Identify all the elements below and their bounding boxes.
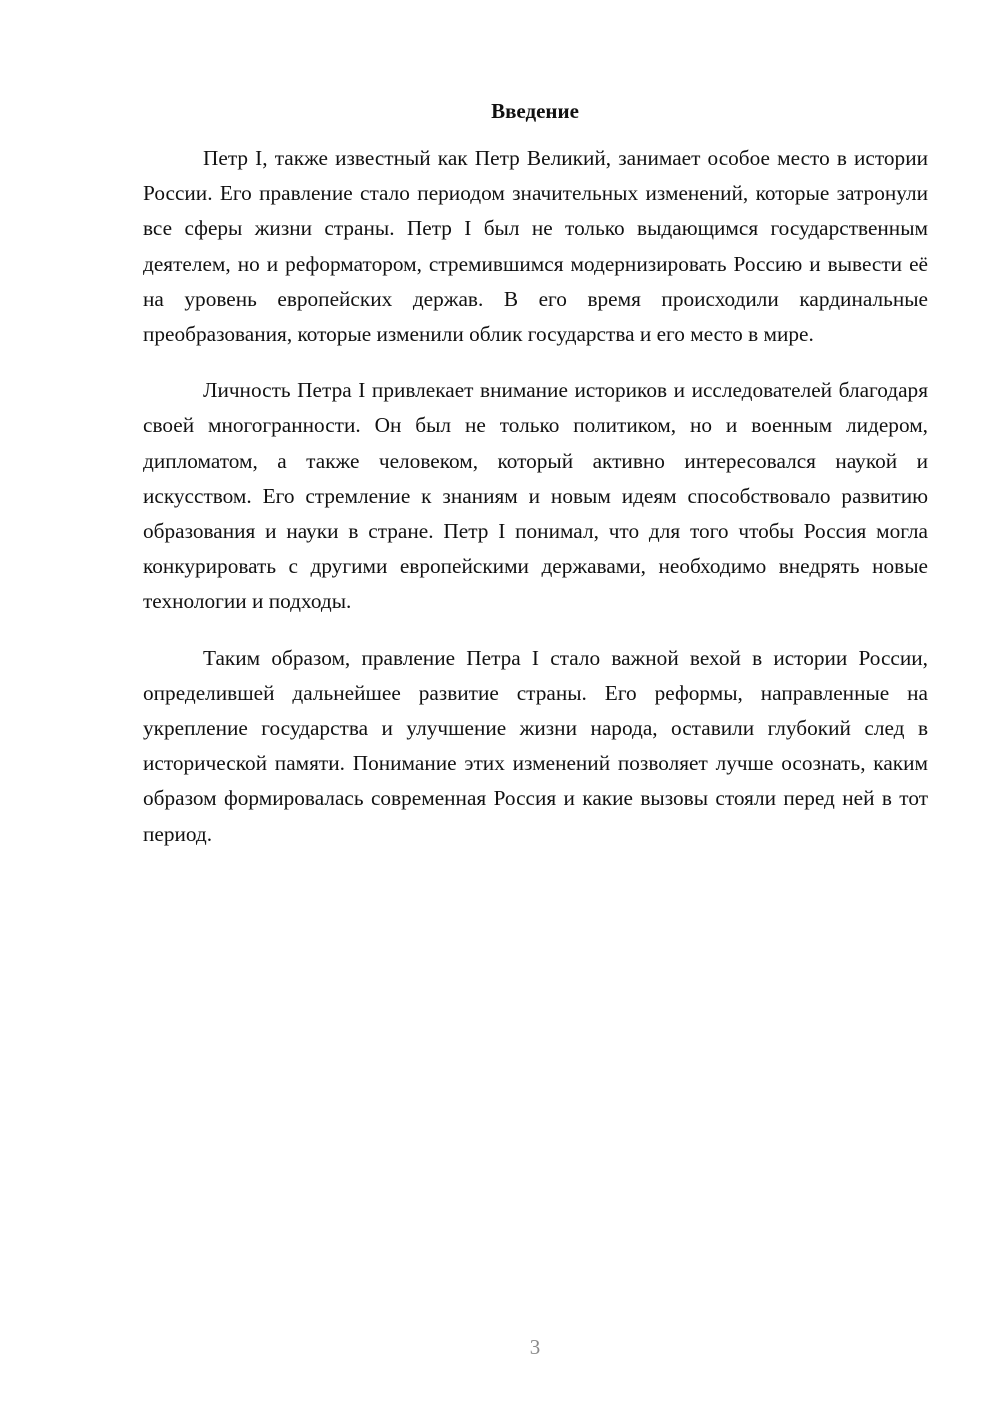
paragraph-1: Петр I, также известный как Петр Великий, занимает особое место в истории России. Его правление стало периодом значительных изменений, которые затронули все сферы жизни страны. Петр I был не только выдающимся государственным деятелем, но и реформатором, стремившимся модернизировать Россию и вывести её на уровень европейских держав. В его время происходили кардинальные преобразования, которые изменили облик государства и его место в мире.: [143, 146, 928, 347]
body-text: [143, 141, 928, 873]
paragraph-2: Личность Петра I привлекает внимание историков и исследователей благодаря своей многогранности. Он был не только политиком, но и военным лидером, дипломатом, а также человеком, который активно интересовался наукой и искусством. Его стремление к знаниям и новым идеям способствовало развитию образования и науки в стране. Петр I понимал, что для того чтобы Россия могла конкурировать с другими европейскими державами, необходимо внедрять новые технологии и подходы.: [143, 378, 928, 614]
paragraph-3: Таким образом, правление Петра I стало важной вехой в истории России, определившей дальнейшее развитие страны. Его реформы, направленные на укрепление государства и улучшение жизни народа, оставили глубокий след в исторической памяти. Понимание этих изменений позволяет лучше осознать, каким образом формировалась современная Россия и какие вызовы стояли перед ней в тот период.: [143, 645, 928, 846]
page-number: 3: [529, 1335, 541, 1359]
section-title: Введение: [491, 99, 579, 123]
